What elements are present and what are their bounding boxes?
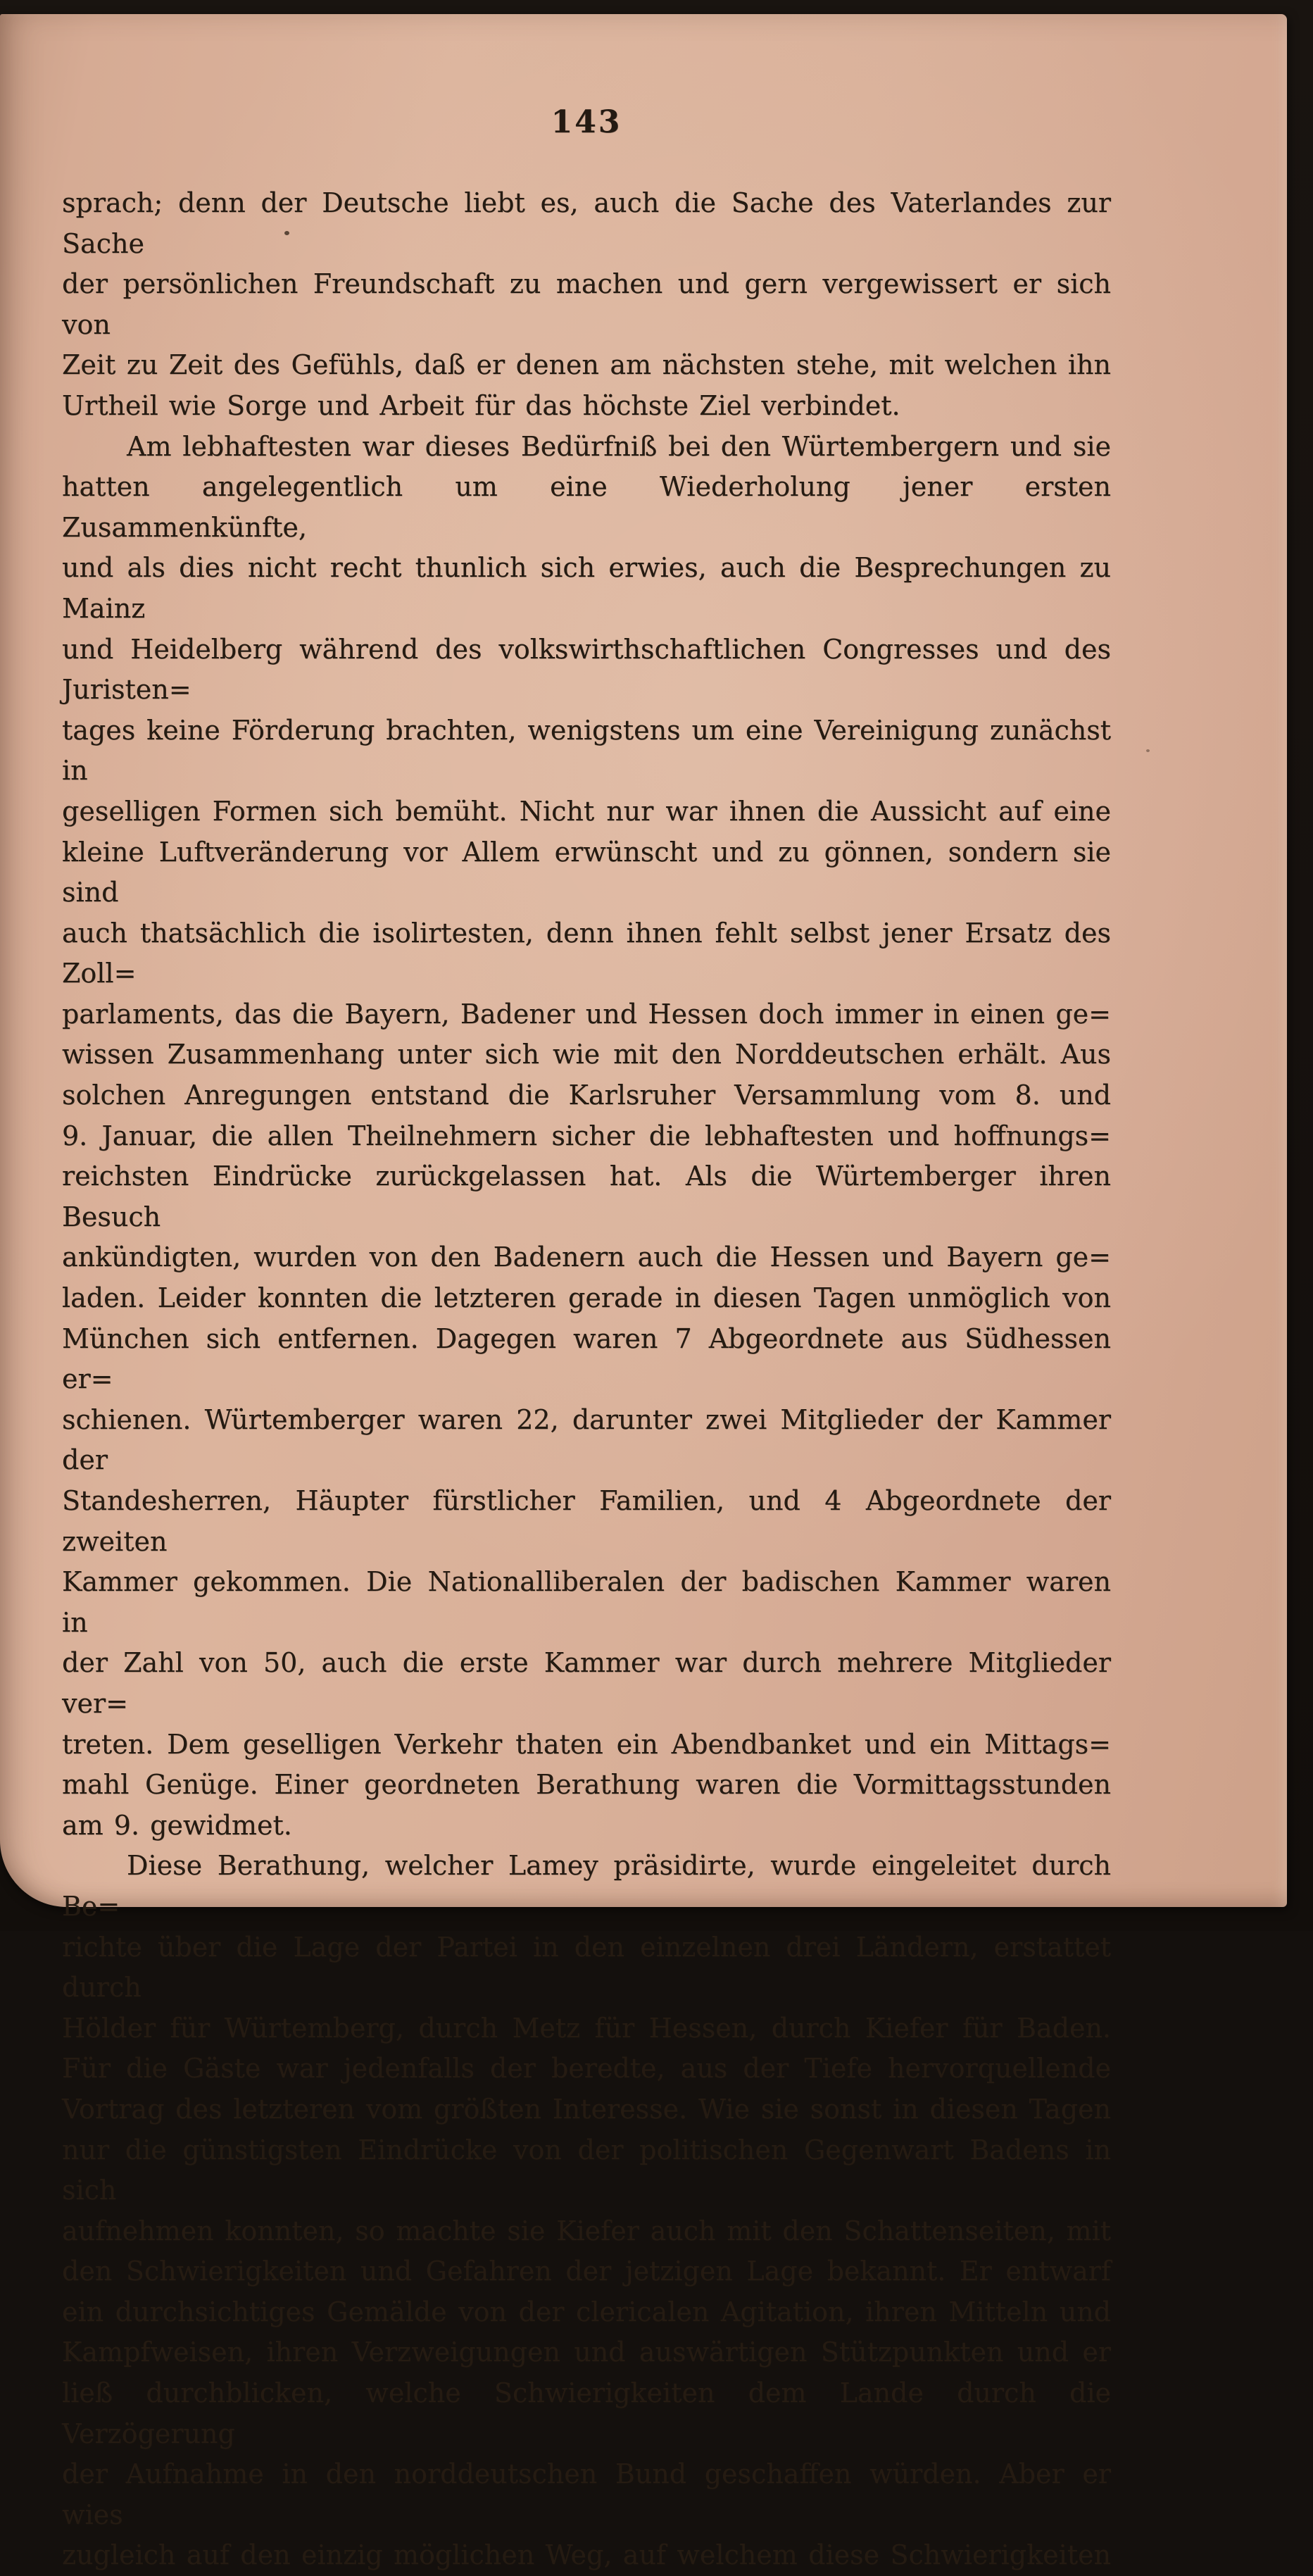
paragraph <box>62 183 1111 427</box>
text-line: mahl Genüge. Einer geordneten Berathung waren die Vormittagsstunden <box>62 1769 1111 1801</box>
text-line: München sich entfernen. Dagegen waren 7 Abgeordnete aus Südhessen er= <box>62 1323 1111 1395</box>
text-line: wissen Zusammenhang unter sich wie mit den Norddeutschen erhält. Aus <box>62 1039 1111 1070</box>
text-line: auch thatsächlich die isolirtesten, denn ihnen fehlt selbst jener Ersatz des Zoll= <box>62 917 1111 989</box>
paragraph <box>62 427 1111 1846</box>
book-page <box>0 14 1287 2571</box>
text-line: zugleich auf den einzig möglichen Weg, auf welchem diese Schwierigkeiten <box>62 2539 1111 2571</box>
text-line: schienen. Würtemberger waren 22, darunter zwei Mitglieder der Kammer der <box>62 1403 1111 1476</box>
text-line: aufnehmen konnten, so machte sie Kiefer auch mit den Schattenseiten, mit <box>62 2215 1111 2246</box>
page-number: 143 <box>551 104 622 140</box>
text-line: und als dies nicht recht thunlich sich erwies, auch die Besprechungen zu Mainz <box>62 552 1111 624</box>
text-line: Kammer gekommen. Die Nationalliberalen der badischen Kammer waren in <box>62 1566 1111 1638</box>
text-line: Standesherren, Häupter fürstlicher Familien, und 4 Abgeordnete der zweiten <box>62 1485 1111 1557</box>
text-line: treten. Dem geselligen Verkehr thaten ein Abendbanket und ein Mittags= <box>62 1728 1111 1760</box>
text-line: geselligen Formen sich bemüht. Nicht nur war ihnen die Aussicht auf eine <box>62 795 1111 827</box>
text-line: der Aufnahme in den norddeutschen Bund geschaffen würden. Aber er wies <box>62 2458 1111 2530</box>
text-line: solchen Anregungen entstand die Karlsruher Versammlung vom 8. und <box>62 1080 1111 1111</box>
page-text <box>62 183 1111 2576</box>
text-line: hatten angelegentlich um eine Wiederholung jener ersten Zusammenkünfte, <box>62 471 1111 543</box>
text-line: und Heidelberg während des volkswirthschaftlichen Congresses und des Juristen= <box>62 633 1111 706</box>
text-line: ein durchsichtiges Gemälde von der clericalen Agitation, ihren Mitteln und <box>62 2296 1111 2327</box>
text-line: reichsten Eindrücke zurückgelassen hat. Als die Würtemberger ihren Besuch <box>62 1161 1111 1232</box>
text-line: am 9. gewidmet. <box>62 1809 292 1841</box>
text-line: nur die günstigsten Eindrücke von der politischen Gegenwart Badens in sich <box>62 2134 1111 2206</box>
paragraph <box>62 1846 1111 2576</box>
text-line: 9. Januar, die allen Theilnehmern sicher die lebhaftesten und hoffnungs= <box>62 1120 1111 1151</box>
text-line: Vortrag des letzteren vom größten Interesse. Wie sie sonst in diesen Tagen <box>62 2093 1111 2125</box>
text-line: parlaments, das die Bayern, Badener und Hessen doch immer in einen ge= <box>62 998 1111 1030</box>
ink-speck <box>1146 749 1150 752</box>
text-line: kleine Luftveränderung vor Allem erwünscht und zu gönnen, sondern sie sind <box>62 836 1111 908</box>
text-line: der Zahl von 50, auch die erste Kammer war durch mehrere Mitglieder ver= <box>62 1647 1111 1719</box>
text-line: Kampfweisen, ihren Verzweigungen und auswärtigen Stützpunkten und er <box>62 2337 1111 2368</box>
text-line: der persönlichen Freundschaft zu machen und gern vergewissert er sich von <box>62 268 1111 340</box>
text-line: ließ durchblicken, welche Schwierigkeiten dem Lande durch die Verzögerung <box>62 2377 1111 2449</box>
text-line: den Schwierigkeiten und Gefahren der jetzigen Lage bekannt. Er entwarf <box>62 2256 1111 2287</box>
text-line: Diese Berathung, welcher Lamey präsidirte, wurde eingeleitet durch Be= <box>62 1850 1111 1922</box>
ink-speck <box>284 231 289 235</box>
text-line: Urtheil wie Sorge und Arbeit für das höchste Ziel verbindet. <box>62 389 900 421</box>
text-line: sprach; denn der Deutsche liebt es, auch die Sache des Vaterlandes zur Sache <box>62 187 1111 259</box>
text-line: Für die Gäste war jedenfalls der beredte, aus der Tiefe hervorquellende <box>62 2053 1111 2084</box>
text-line: Zeit zu Zeit des Gefühls, daß er denen am nächsten stehe, mit welchen ihn <box>62 349 1111 381</box>
text-line: tages keine Förderung brachten, wenigstens um eine Vereinigung zunächst in <box>62 714 1111 787</box>
text-line: richte über die Lage der Partei in den einzelnen drei Ländern, erstattet durch <box>62 1931 1111 2003</box>
text-line: Hölder für Würtemberg, durch Metz für Hessen, durch Kiefer für Baden. <box>62 2012 1111 2044</box>
text-line: Am lebhaftesten war dieses Bedürfniß bei den Würtembergern und sie <box>127 430 1111 462</box>
text-line: ankündigten, wurden von den Badenern auch die Hessen und Bayern ge= <box>62 1242 1111 1273</box>
text-line: laden. Leider konnten die letzteren gerade in diesen Tagen unmöglich von <box>62 1282 1111 1314</box>
